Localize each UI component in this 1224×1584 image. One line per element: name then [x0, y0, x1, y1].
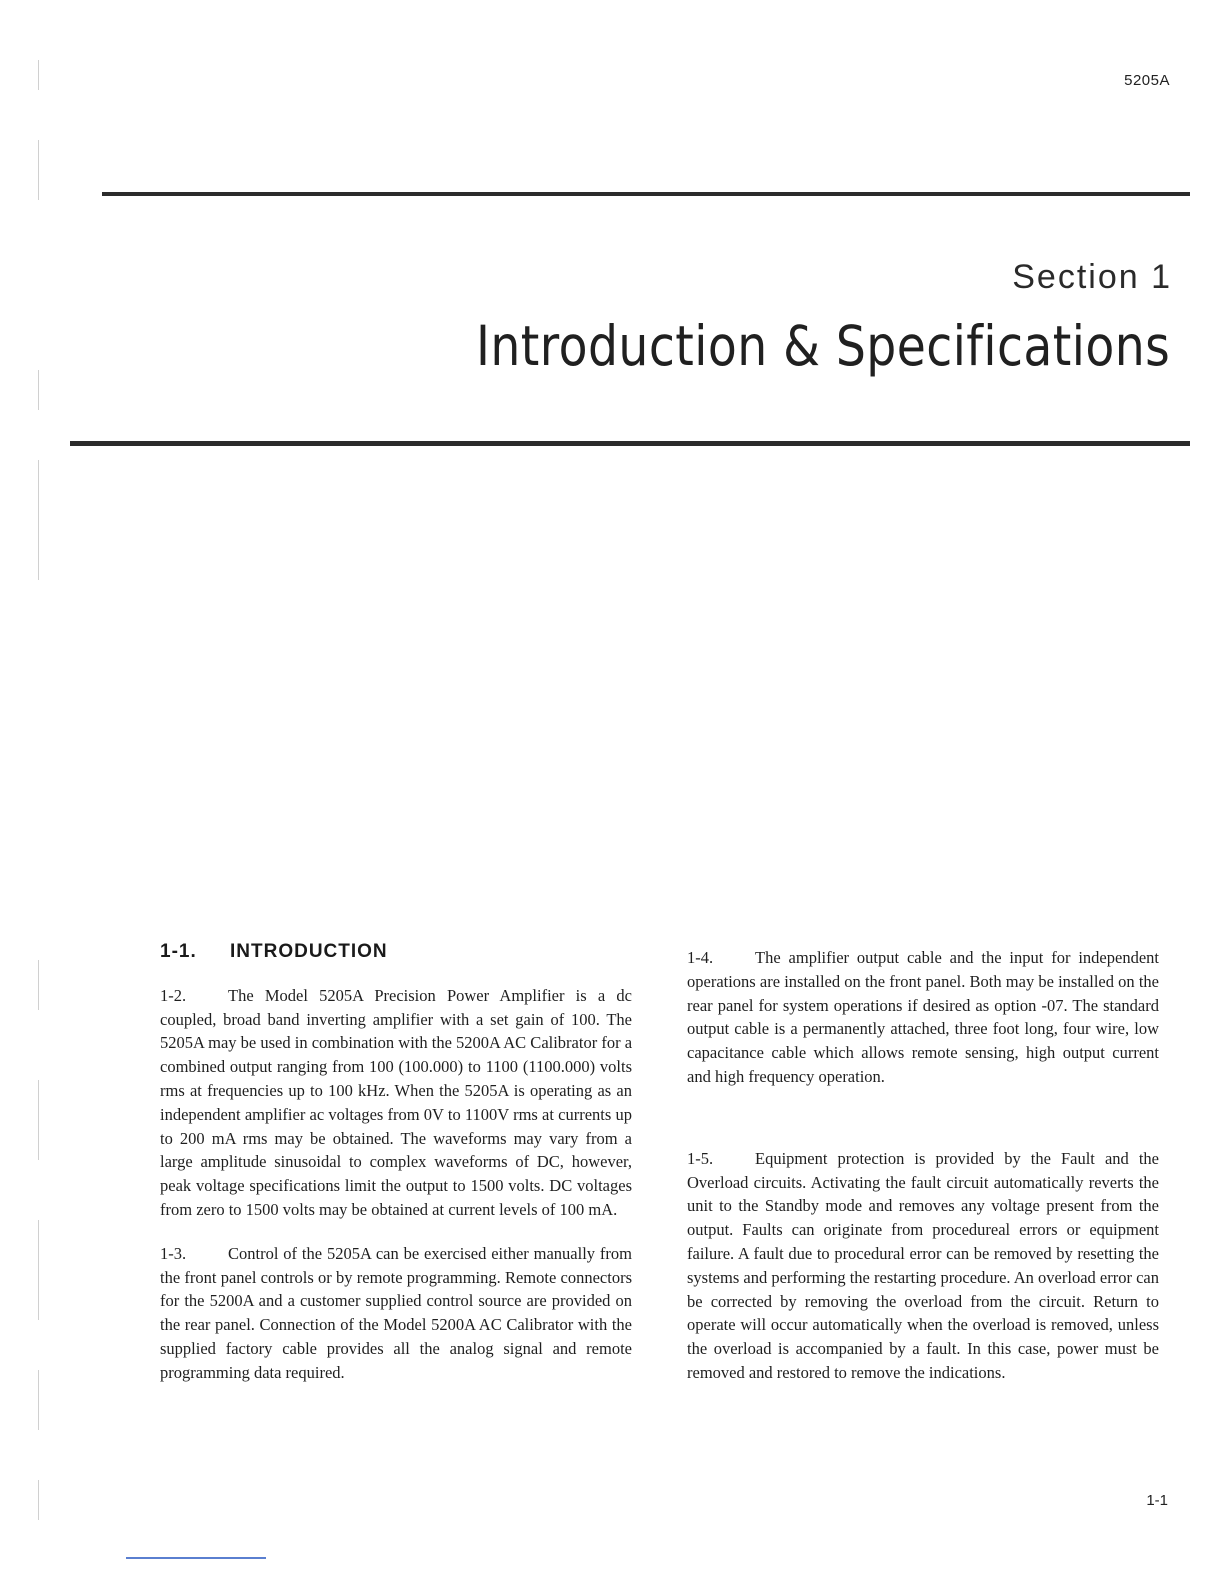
section-heading — [160, 940, 632, 964]
paragraph-text: The amplifier output cable and the input for independent operations are installed on the front panel. Both may be installed on the rear panel for system operations if desired as option -07. The standard output cable is a permanently attached, three foot long, four wire, low capacitance cable which allows remote sensing, high output current and high frequency operation. — [687, 948, 1159, 1086]
top-rule — [102, 192, 1190, 196]
paragraph-1-3 — [160, 1242, 632, 1385]
section-title: Introduction & Specifications — [475, 314, 1170, 378]
heading-number: 1-1. — [160, 941, 197, 962]
bottom-rule — [70, 441, 1190, 446]
paragraph-number: 1-4. — [687, 948, 714, 967]
paragraph-number: 1-3. — [160, 1243, 187, 1263]
scan-edge-mark — [126, 1557, 266, 1559]
heading-text: INTRODUCTION — [230, 941, 388, 962]
right-column — [687, 946, 1159, 1385]
paragraph-number: 1-2. — [160, 985, 187, 1005]
scan-margin-marks — [34, 40, 44, 1540]
paragraph-1-4 — [687, 946, 1159, 1089]
section-label: Section 1 — [1012, 258, 1172, 296]
left-column — [160, 940, 632, 1405]
paragraph-1-5 — [687, 1147, 1159, 1385]
paragraph-number: 1-5. — [687, 1148, 714, 1168]
model-number: 5205A — [1124, 72, 1170, 89]
paragraph-text: The Model 5205A Precision Power Amplifier is a dc coupled, broad band inverting amplifier with a set gain of 100. The 5205A may be used in combination with the 5200A AC Calibrator for a combined output ranging from 100 (100.000) to 1100 (1100.000) volts rms at frequencies up to 100 kHz. When the 5205A is operating as an independent amplifier ac voltages from 0V to 1100V rms at currents up to 200 mA rms may be obtained. The waveforms may vary from a large amplitude sinusoidal to complex waveforms of DC, however, peak voltage specifications limit the output to 1500 volts. DC voltages from zero to 1500 volts may be obtained at current levels of 100 mA. — [160, 985, 633, 1219]
paragraph-1-2 — [160, 984, 632, 1222]
page-number: 1-1 — [1146, 1492, 1168, 1509]
paragraph-text: Control of the 5205A can be exercised either manually from the front panel controls or by remote programming. Remote connectors for the 5200A and a customer supplied control source are provided on the rear panel. Connection of the Model 5200A AC Calibrator with the supplied factory cable provides all the analog signal and remote programming data required. — [160, 1243, 632, 1382]
paragraph-text: Equipment protection is provided by the Fault and the Overload circuits. Activating the fault circuit automatically reverts the unit to the Standby mode and removes any voltage present from the output. Faults can originate from procedureal errors or equipment failure. A fault due to procedural error can be removed by resetting the systems and performing the restarting procedure. An overload error can be corrected by removing the overload from the circuit. Return to operate will occur automatically when the overload is removed, unless the overload is accompanied by a fault. In this case, power must be removed and restored to remove the indications. — [687, 1148, 1159, 1382]
